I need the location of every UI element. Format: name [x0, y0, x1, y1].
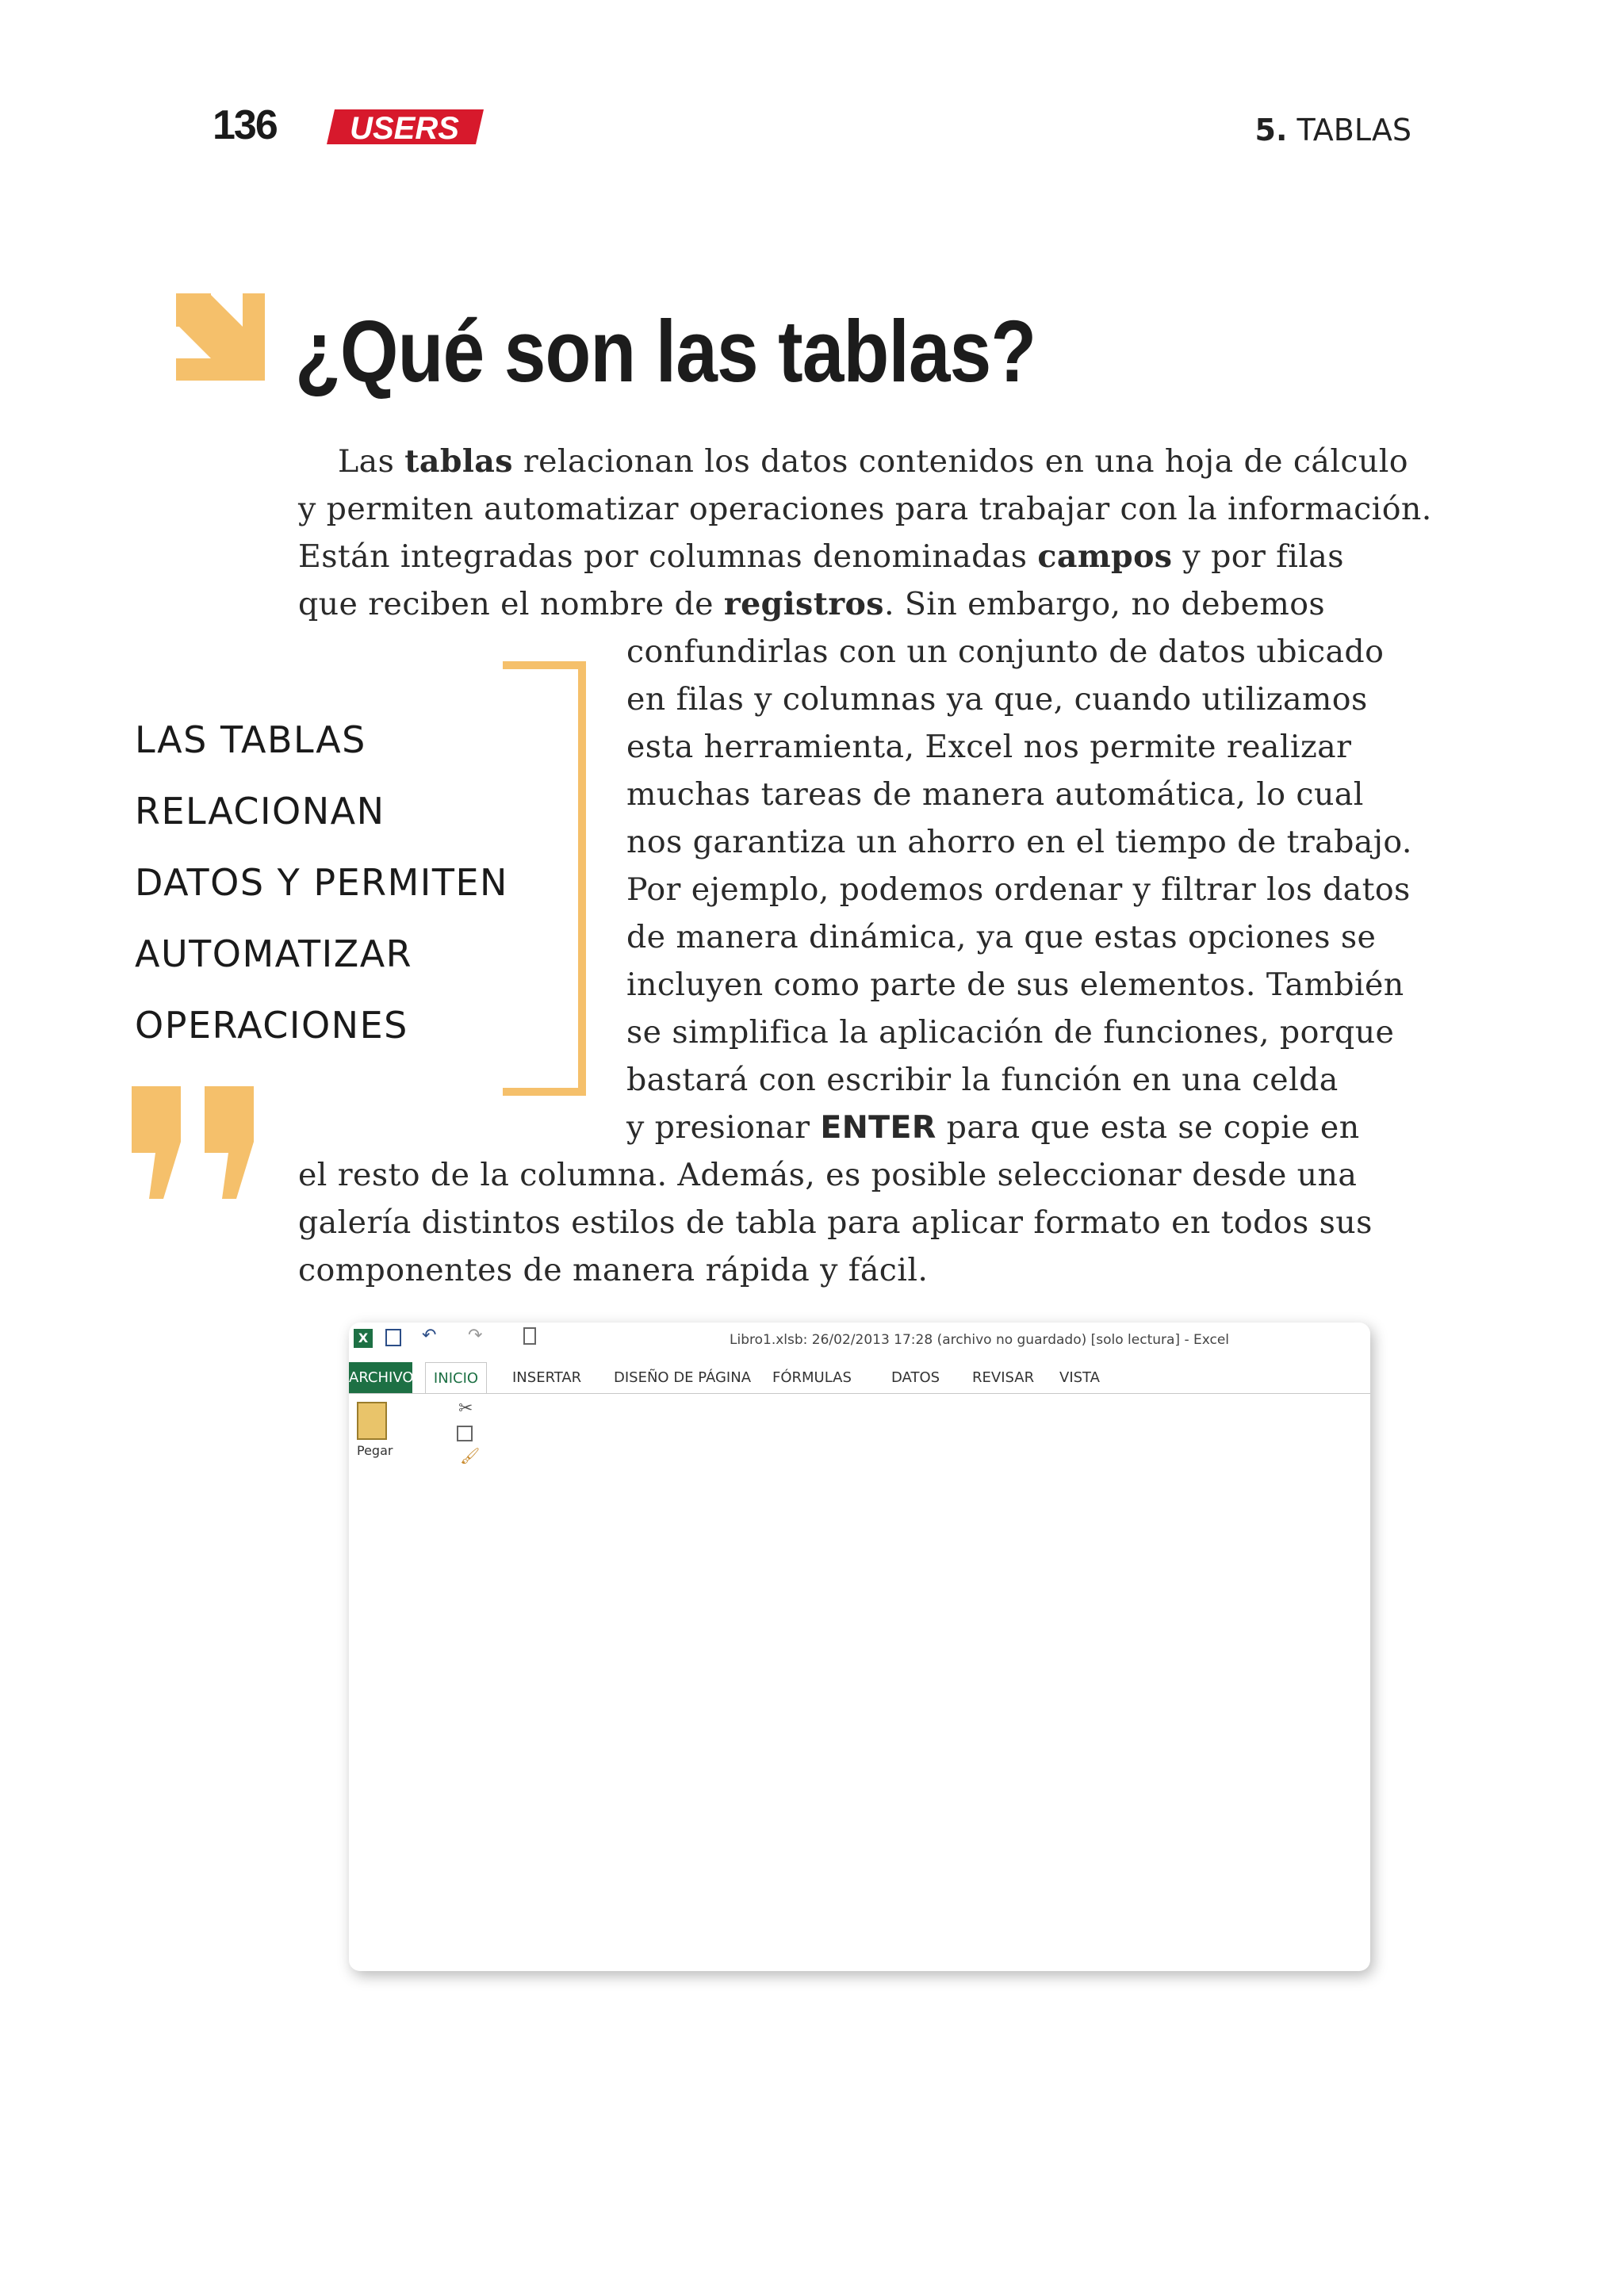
tab-formulas[interactable]: FÓRMULAS	[772, 1369, 852, 1386]
text-line-3: Están integradas por columnas denominadas campos y por filas	[298, 538, 1344, 575]
text-line-11: de manera dinámica, ya que estas opciones se	[626, 919, 1377, 955]
pull-quote-line: RELACIONAN	[135, 790, 385, 833]
text-line-12: incluyen como parte de sus elementos. También	[626, 967, 1404, 1003]
format-painter-icon[interactable]: 🖌	[460, 1446, 481, 1465]
pull-quote-line: AUTOMATIZAR	[135, 932, 413, 975]
tab-archivo[interactable]: ARCHIVO	[349, 1362, 412, 1394]
new-document-icon[interactable]	[523, 1327, 536, 1345]
excel-icon: X	[354, 1329, 373, 1348]
text-line-8: muchas tareas de manera automática, lo cual	[626, 776, 1364, 813]
section-title: ¿Qué son las tablas?	[295, 303, 1036, 400]
chapter-number: 5.	[1254, 113, 1288, 147]
text-line-9: nos garantiza un ahorro en el tiempo de trabajo.	[626, 824, 1412, 860]
logo-text: USERS	[350, 111, 459, 144]
paste-button[interactable]: Pegar	[357, 1443, 393, 1458]
tab-revisar[interactable]: REVISAR	[972, 1369, 1035, 1386]
window-title: Libro1.xlsb: 26/02/2013 17:28 (archivo no guardado) [solo lectura] - Excel	[730, 1332, 1230, 1348]
save-icon[interactable]	[385, 1329, 401, 1346]
ribbon-top-border	[349, 1393, 1370, 1394]
tab-insertar[interactable]: INSERTAR	[512, 1369, 582, 1386]
text-line-14: bastará con escribir la función en una celda	[626, 1062, 1339, 1098]
pull-quote	[135, 704, 508, 1061]
text-line-15: y presionar ENTER para que esta se copie en	[626, 1109, 1360, 1146]
arrow-down-right-icon	[176, 293, 265, 381]
text-line-18: componentes de manera rápida y fácil.	[298, 1252, 929, 1288]
page-number: 136	[213, 102, 277, 148]
excel-screenshot	[349, 1323, 1370, 1971]
paste-icon[interactable]	[357, 1402, 387, 1440]
tab-diseno-pagina[interactable]: DISEÑO DE PÁGINA	[614, 1369, 752, 1386]
pull-quote-line: LAS TABLAS	[135, 718, 366, 761]
quote-marks-icon	[132, 1086, 262, 1199]
text-line-7: esta herramienta, Excel nos permite realizar	[626, 729, 1352, 765]
undo-icon[interactable]: ↶	[422, 1326, 437, 1346]
chapter-heading	[1255, 113, 1411, 147]
text-line-1: Las tablas relacionan los datos contenidos en una hoja de cálculo	[338, 443, 1408, 480]
users-logo	[327, 109, 484, 144]
copy-icon[interactable]	[457, 1426, 473, 1441]
cut-icon[interactable]: ✂	[458, 1399, 473, 1418]
chapter-title: TABLAS	[1297, 113, 1411, 147]
text-line-17: galería distintos estilos de tabla para aplicar formato en todos sus	[298, 1204, 1373, 1241]
pull-quote-line: OPERACIONES	[135, 1004, 408, 1047]
tab-vista[interactable]: VISTA	[1059, 1369, 1100, 1386]
quote-bracket	[503, 661, 590, 1096]
text-line-4: que reciben el nombre de registros. Sin embargo, no debemos	[298, 586, 1326, 622]
text-line-6: en filas y columnas ya que, cuando utilizamos	[626, 681, 1368, 718]
tab-datos[interactable]: DATOS	[891, 1369, 940, 1386]
text-line-2: y permiten automatizar operaciones para trabajar con la información.	[298, 491, 1432, 527]
text-line-10: Por ejemplo, podemos ordenar y filtrar los datos	[626, 871, 1411, 908]
text-line-13: se simplifica la aplicación de funciones, porque	[626, 1014, 1395, 1051]
redo-icon[interactable]: ↷	[468, 1326, 483, 1346]
pull-quote-line: DATOS Y PERMITEN	[135, 861, 508, 904]
text-line-5: confundirlas con un conjunto de datos ubicado	[626, 634, 1385, 670]
text-line-16: el resto de la columna. Además, es posible seleccionar desde una	[298, 1157, 1358, 1193]
tab-inicio[interactable]: INICIO	[425, 1362, 487, 1394]
